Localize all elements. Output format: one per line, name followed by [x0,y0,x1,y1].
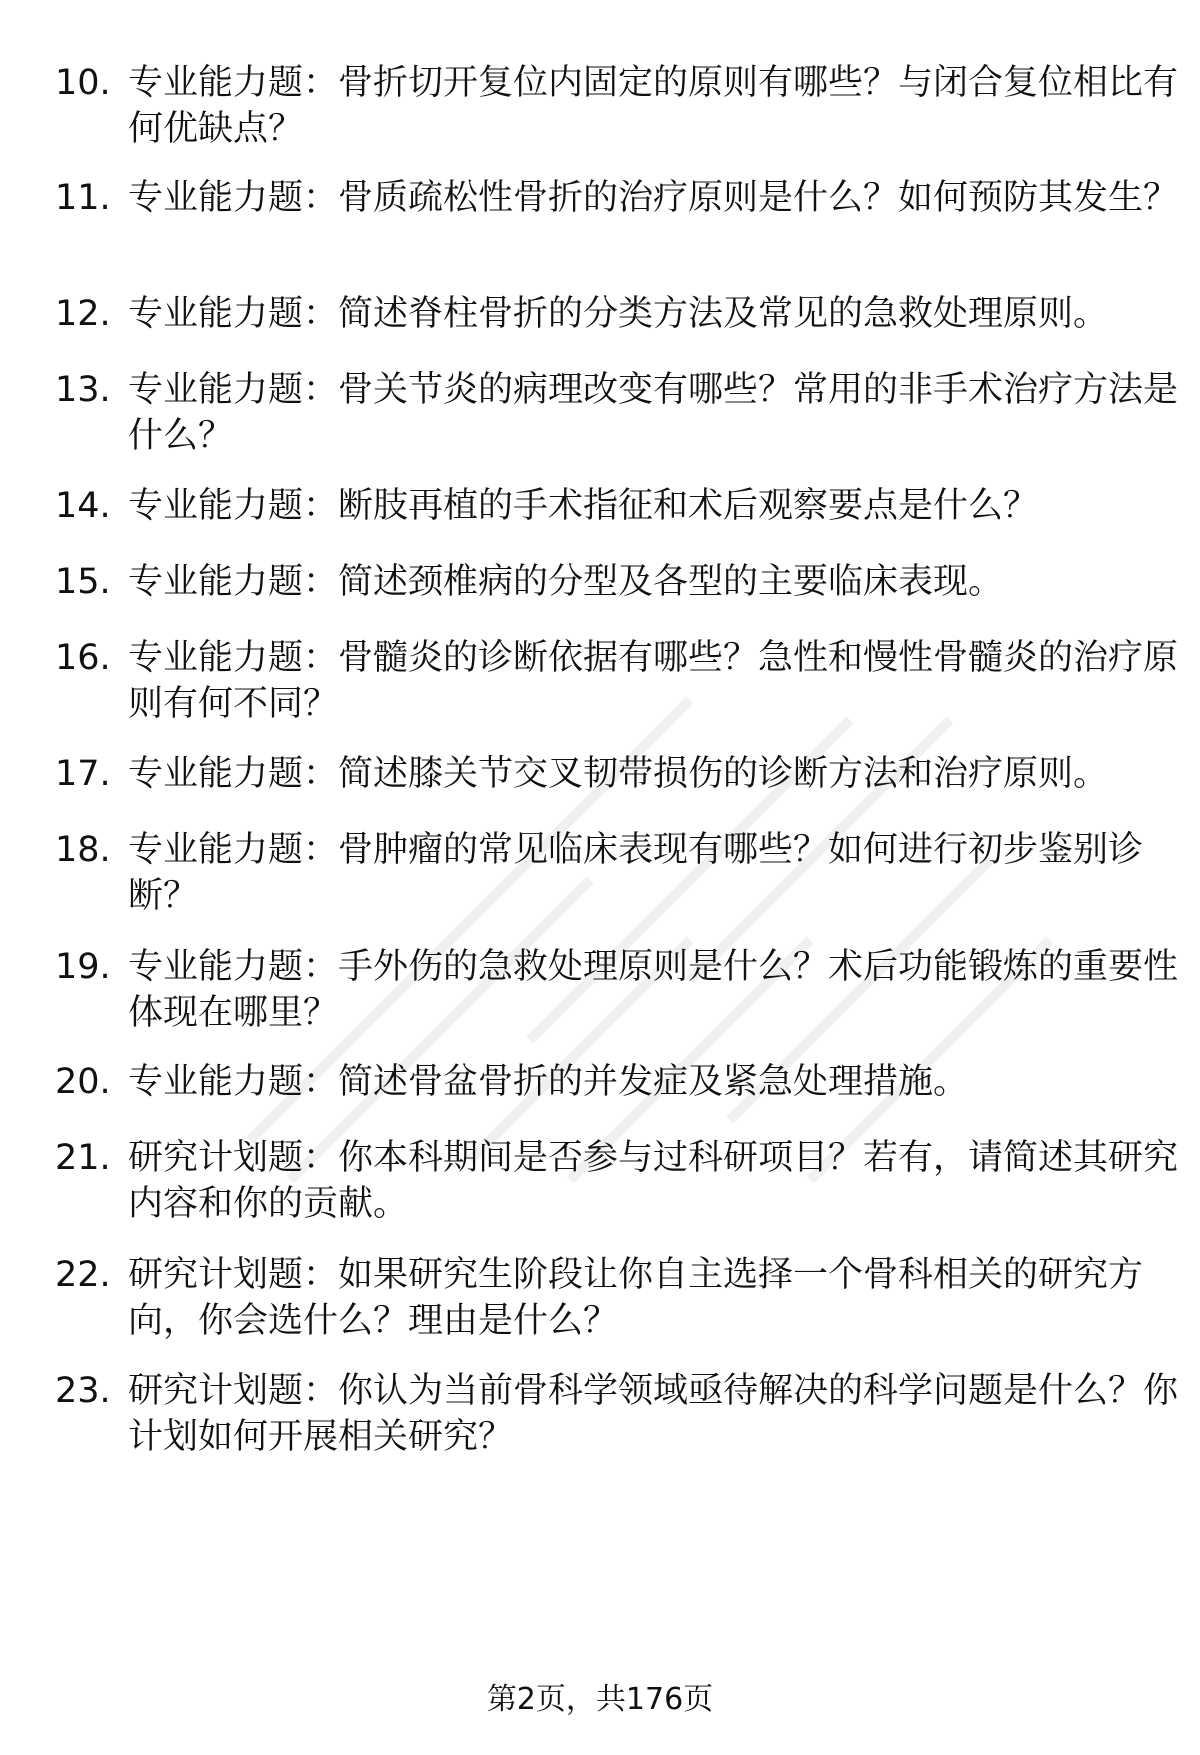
question-number: 16. [55,638,111,678]
question-text: 专业能力题：骨肿瘤的常见临床表现有哪些？如何进行初步鉴别诊断？ [128,830,1144,916]
question-text: 专业能力题：简述颈椎病的分型及各型的主要临床表现。 [128,562,1004,602]
question-number: 18. [55,830,111,870]
question-text: 专业能力题：骨髓炎的诊断依据有哪些？急性和慢性骨髓炎的治疗原则有何不同？ [128,638,1179,724]
question-text: 专业能力题：简述骨盆骨折的并发症及紧急处理措施。 [128,1062,969,1102]
question-text: 专业能力题：简述膝关节交叉韧带损伤的诊断方法和治疗原则。 [128,754,1109,794]
question-number: 15. [55,562,111,602]
question-text: 专业能力题：骨关节炎的病理改变有哪些？常用的非手术治疗方法是什么？ [128,370,1179,456]
question-number: 23. [55,1371,111,1411]
question-number: 11. [55,178,111,218]
question-number: 12. [55,294,111,334]
question-number: 20. [55,1062,111,1102]
question-text: 专业能力题：断肢再植的手术指征和术后观察要点是什么？ [128,486,1039,526]
page-footer: 第2页，共176页 [486,1682,714,1717]
question-text: 专业能力题：骨折切开复位内固定的原则有哪些？与闭合复位相比有何优缺点？ [128,63,1179,149]
question-number: 14. [55,486,111,526]
question-number: 13. [55,370,111,410]
question-text: 专业能力题：手外伤的急救处理原则是什么？术后功能锻炼的重要性体现在哪里？ [128,947,1179,1033]
question-text: 专业能力题：骨质疏松性骨折的治疗原则是什么？如何预防其发生？ [128,178,1179,218]
question-number: 19. [55,947,111,987]
question-number: 10. [55,63,111,103]
question-text: 研究计划题：你认为当前骨科学领域亟待解决的科学问题是什么？你计划如何开展相关研究？ [128,1371,1179,1457]
question-text: 专业能力题：简述脊柱骨折的分类方法及常见的急救处理原则。 [128,294,1109,334]
question-number: 22. [55,1255,111,1295]
question-number: 21. [55,1138,111,1178]
question-text: 研究计划题：你本科期间是否参与过科研项目？若有，请简述其研究内容和你的贡献。 [128,1138,1179,1224]
question-text: 研究计划题：如果研究生阶段让你自主选择一个骨科相关的研究方向，你会选什么？理由是什么？ [128,1255,1144,1341]
question-number: 17. [55,754,111,794]
